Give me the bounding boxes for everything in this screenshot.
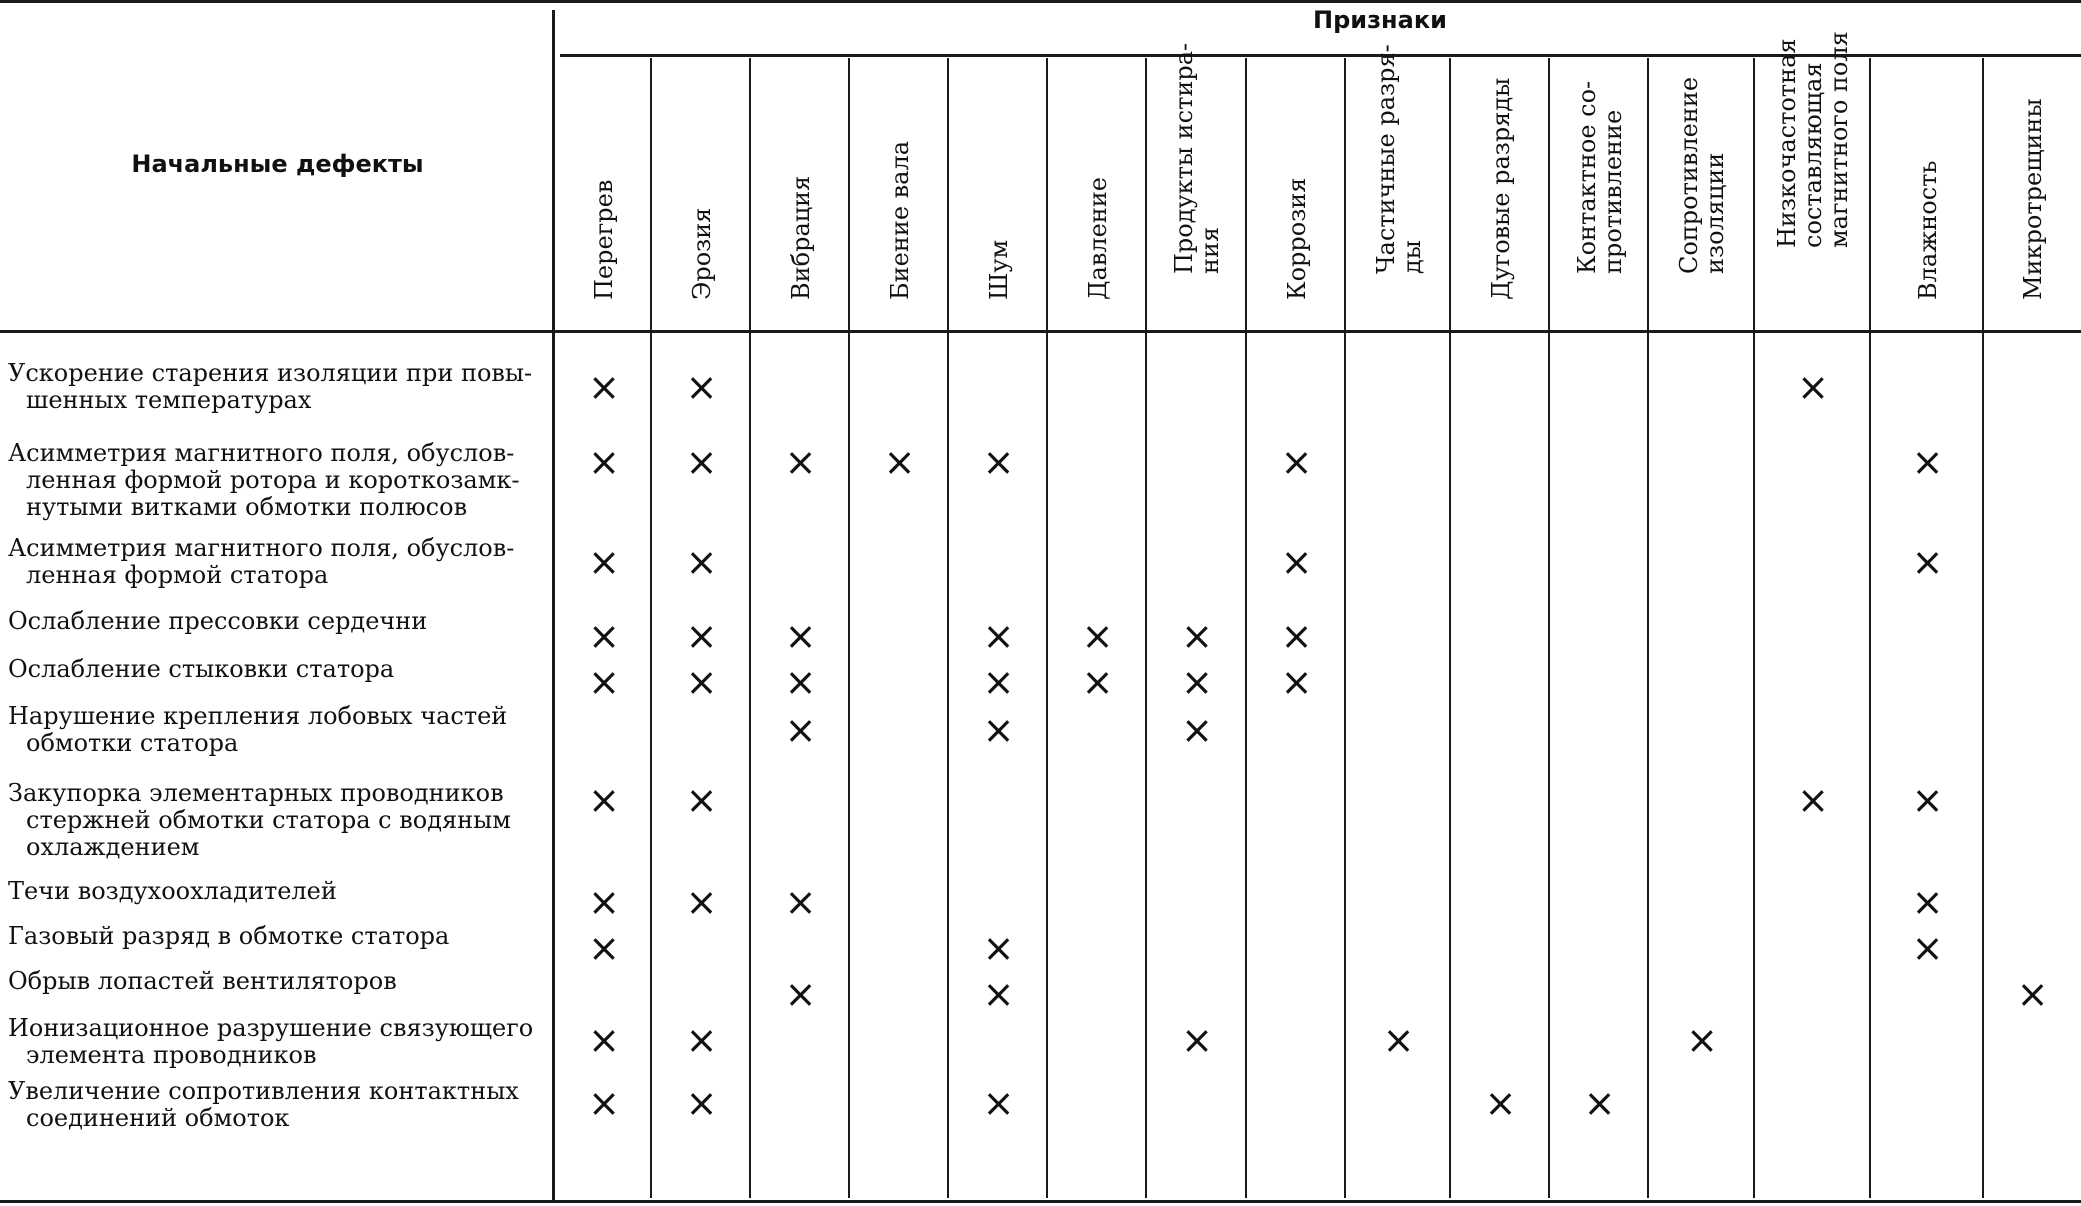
- mark-cross: ×: [685, 440, 718, 484]
- mark-cross: ×: [1280, 540, 1313, 584]
- mark-cross: ×: [588, 540, 620, 584]
- row-label-line: Обрыв лопастей вентиляторов: [8, 967, 397, 995]
- row-label: [8, 780, 538, 861]
- row-label-line: ленная формой ротора и короткозамк-: [26, 466, 520, 494]
- column-divider: [1869, 58, 1871, 1198]
- mark-cross: ×: [685, 614, 718, 658]
- column-header-label: Контактное со- противление: [1572, 80, 1627, 274]
- column-header-label: Перегрев: [590, 179, 618, 300]
- mark-cross: ×: [685, 365, 718, 409]
- row-label-line: охлаждением: [26, 833, 200, 861]
- row-label: [8, 656, 538, 683]
- column-header-label: Вибрация: [786, 175, 815, 300]
- bottom-rule: [0, 1200, 2081, 1203]
- column-header-2: [652, 56, 751, 326]
- mark-cross: ×: [982, 972, 1015, 1016]
- row-label-line: Закупорка элементарных проводников: [8, 779, 504, 807]
- mark-cross: ×: [1797, 365, 1829, 409]
- column-header-10: [1451, 56, 1550, 326]
- mark-cross: ×: [784, 972, 817, 1016]
- row-label-line: Газовый разряд в обмотке статора: [8, 922, 450, 950]
- mark-cross: ×: [1911, 778, 1944, 822]
- mark-cross: ×: [685, 540, 718, 584]
- mark-cross: ×: [1382, 1018, 1415, 1062]
- row-label: [8, 1015, 538, 1069]
- mark-cross: ×: [588, 1081, 620, 1125]
- row-label: [8, 703, 538, 757]
- mark-cross: ×: [1181, 614, 1213, 658]
- top-rule: [0, 0, 2081, 3]
- row-label-line: Ионизационное разрушение связующего: [8, 1014, 534, 1042]
- row-label: [8, 923, 538, 950]
- mark-cross: ×: [1081, 660, 1114, 704]
- mark-cross: ×: [1081, 614, 1114, 658]
- mark-cross: ×: [588, 614, 620, 658]
- mark-cross: ×: [1797, 778, 1829, 822]
- column-header-9: [1346, 44, 1451, 326]
- column-header-label: Эрозия: [687, 207, 716, 300]
- row-label: [8, 1078, 538, 1132]
- mark-cross: ×: [1911, 926, 1944, 970]
- column-header-1: [556, 56, 652, 326]
- column-header-15: [1984, 56, 2081, 326]
- column-divider: [749, 58, 751, 1198]
- mark-cross: ×: [784, 880, 817, 924]
- mark-cross: ×: [685, 1018, 718, 1062]
- row-label-line: Ускорение старения изоляции при повы-: [8, 359, 533, 387]
- column-header-label: Частичные разря- ды: [1371, 44, 1426, 274]
- column-divider: [1753, 58, 1755, 1198]
- mark-cross: ×: [588, 660, 620, 704]
- mark-cross: ×: [1181, 660, 1213, 704]
- column-divider: [848, 58, 850, 1198]
- column-header-label: Продукты истира- ния: [1170, 42, 1224, 274]
- column-header-label: Низкочастотная составляющая магнитного поля: [1773, 31, 1853, 248]
- column-divider: [1548, 58, 1550, 1198]
- column-divider: [947, 58, 949, 1198]
- mark-cross: ×: [982, 440, 1015, 484]
- column-header-label: Шум: [984, 239, 1013, 300]
- row-label-line: Увеличение сопротивления контактных: [8, 1077, 519, 1105]
- mark-cross: ×: [588, 1018, 620, 1062]
- row-label: [8, 968, 538, 995]
- mark-cross: ×: [1686, 1018, 1718, 1062]
- mark-cross: ×: [588, 365, 620, 409]
- column-header-4: [850, 56, 949, 326]
- column-divider: [650, 58, 652, 1198]
- column-divider: [1982, 58, 1984, 1198]
- row-label-line: Ослабление прессовки сердечни: [8, 607, 428, 635]
- column-divider: [1046, 58, 1048, 1198]
- row-label: [8, 608, 538, 635]
- mark-cross: ×: [784, 614, 817, 658]
- header-bottom-rule: [0, 330, 2081, 333]
- column-header-label: Коррозия: [1282, 177, 1311, 300]
- defects-header: Начальные дефекты: [131, 150, 424, 178]
- row-label-line: Течи воздухоохладителей: [8, 877, 337, 905]
- mark-cross: ×: [1911, 540, 1944, 584]
- mark-cross: ×: [1911, 880, 1944, 924]
- column-header-14: [1871, 56, 1984, 326]
- row-label: [8, 878, 538, 905]
- row-label-line: шенных температурах: [26, 386, 312, 414]
- signs-header: Признаки: [1313, 6, 1447, 34]
- mark-cross: ×: [784, 440, 817, 484]
- mark-cross: ×: [1583, 1081, 1616, 1125]
- column-header-label: Биение вала: [885, 140, 914, 300]
- mark-cross: ×: [588, 778, 620, 822]
- row-label: [8, 535, 538, 589]
- column-header-label: Микротрещины: [2018, 98, 2047, 300]
- column-header-label: Сопротивление изоляции: [1675, 76, 1729, 274]
- column-header-6: [1048, 56, 1147, 326]
- row-label-line: ленная формой статора: [26, 561, 329, 589]
- mark-cross: ×: [1280, 614, 1313, 658]
- defects-column-divider: [552, 10, 555, 1200]
- mark-cross: ×: [1181, 708, 1213, 752]
- row-label: [8, 440, 538, 521]
- mark-cross: ×: [784, 708, 817, 752]
- column-header-5: [949, 56, 1048, 326]
- row-label-line: соединений обмоток: [26, 1104, 290, 1132]
- mark-cross: ×: [982, 708, 1015, 752]
- mark-cross: ×: [588, 880, 620, 924]
- mark-cross: ×: [1280, 660, 1313, 704]
- row-label-line: Ослабление стыковки статора: [8, 655, 395, 683]
- mark-cross: ×: [784, 660, 817, 704]
- column-header-11: [1550, 56, 1649, 326]
- column-header-label: Давление: [1083, 177, 1112, 300]
- row-label-line: нутыми витками обмотки полюсов: [26, 493, 468, 521]
- row-label-line: Асимметрия магнитного поля, обуслов-: [8, 534, 515, 562]
- mark-cross: ×: [2016, 972, 2049, 1016]
- column-header-7: [1147, 42, 1247, 326]
- mark-cross: ×: [1911, 440, 1944, 484]
- mark-cross: ×: [982, 926, 1015, 970]
- mark-cross: ×: [1181, 1018, 1213, 1062]
- mark-cross: ×: [685, 660, 718, 704]
- column-header-label: Дуговые разряды: [1486, 77, 1515, 300]
- column-divider: [1647, 58, 1649, 1198]
- mark-cross: ×: [588, 926, 620, 970]
- mark-cross: ×: [685, 1081, 718, 1125]
- column-header-8: [1247, 56, 1346, 326]
- column-header-13: [1755, 31, 1871, 326]
- mark-cross: ×: [982, 1081, 1015, 1125]
- mark-cross: ×: [588, 440, 620, 484]
- row-label-line: стержней обмотки статора с водяным: [26, 806, 511, 834]
- row-label-line: обмотки статора: [26, 729, 239, 757]
- column-divider: [1145, 58, 1147, 1198]
- column-header-label: Влажность: [1913, 160, 1942, 300]
- mark-cross: ×: [1280, 440, 1313, 484]
- mark-cross: ×: [982, 660, 1015, 704]
- column-divider: [1245, 58, 1247, 1198]
- row-label-line: элемента проводников: [26, 1041, 317, 1069]
- column-header-3: [751, 56, 850, 326]
- column-divider: [1449, 58, 1451, 1198]
- mark-cross: ×: [883, 440, 916, 484]
- mark-cross: ×: [685, 778, 718, 822]
- column-header-12: [1649, 56, 1755, 326]
- mark-cross: ×: [1484, 1081, 1517, 1125]
- column-divider: [1344, 58, 1346, 1198]
- row-label-line: Нарушение крепления лобовых частей: [8, 702, 508, 730]
- mark-cross: ×: [685, 880, 718, 924]
- row-label: [8, 360, 538, 414]
- row-label-line: Асимметрия магнитного поля, обуслов-: [8, 439, 515, 467]
- mark-cross: ×: [982, 614, 1015, 658]
